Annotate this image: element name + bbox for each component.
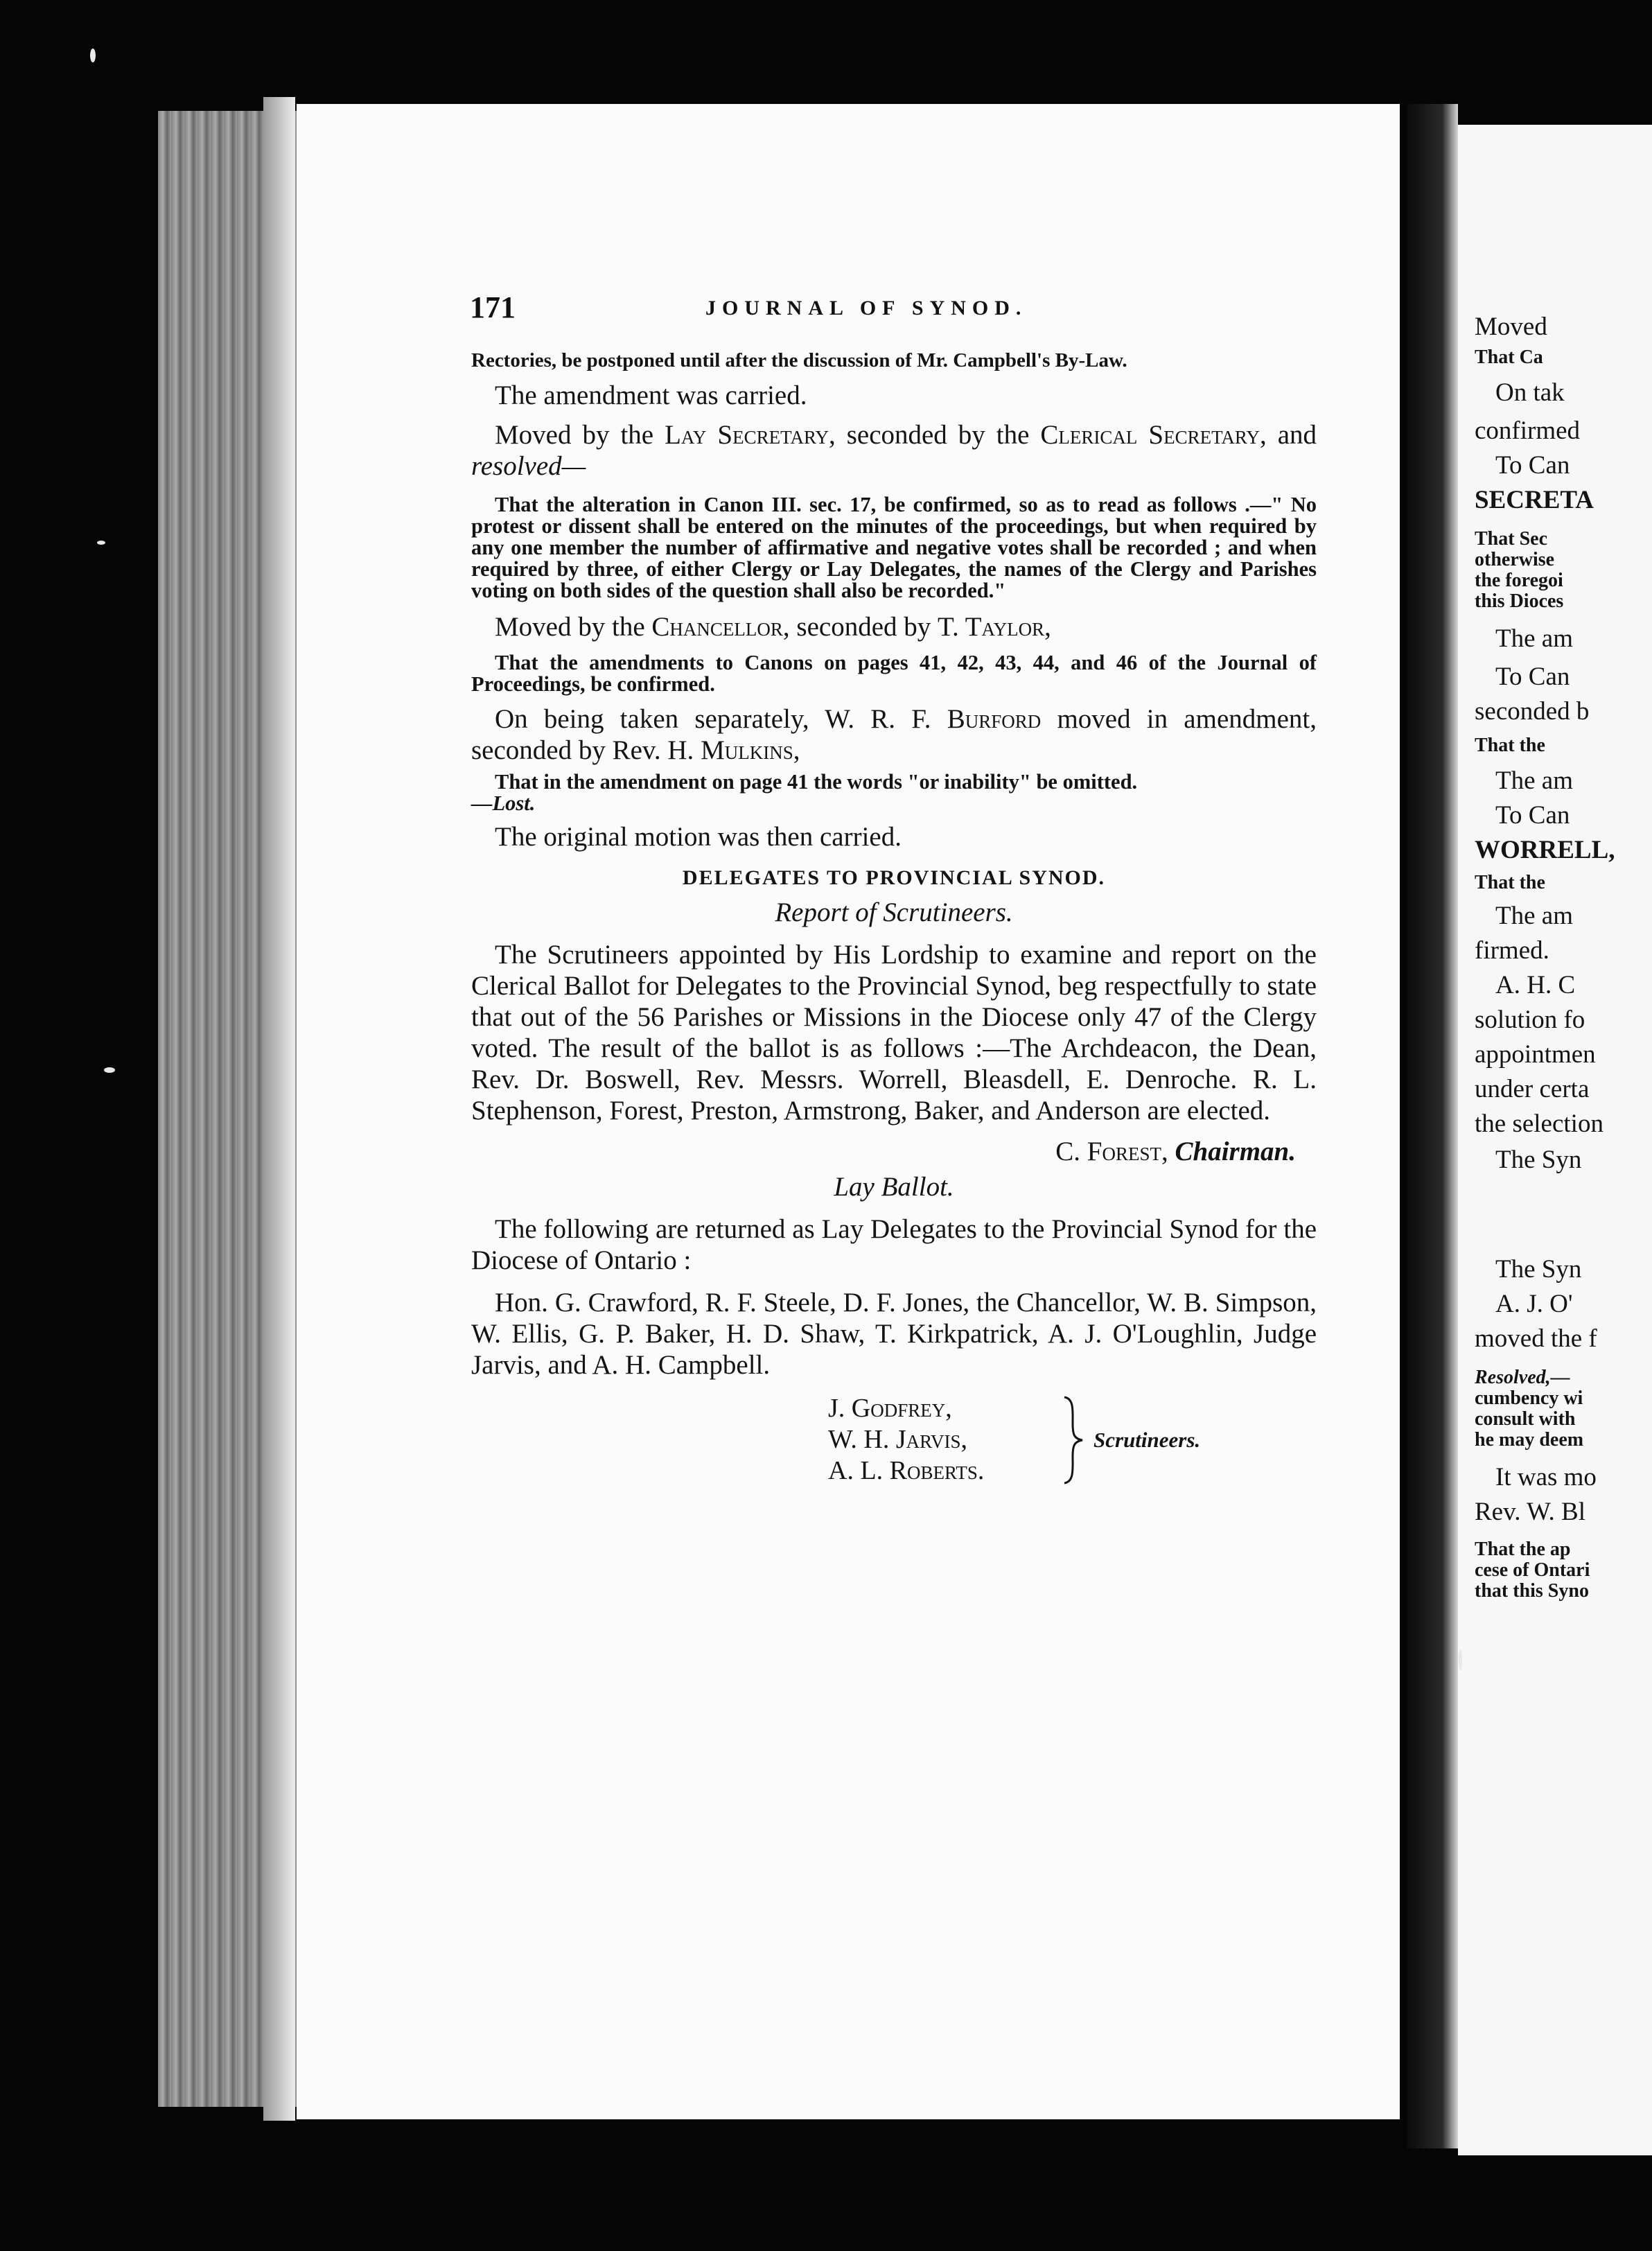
- paragraph-lay-delegates-list: Hon. G. Crawford, R. F. Steele, D. F. Jones, the Chancellor, W. B. Simpson, W. Ellis, G. P. Baker, H. D. Shaw, T. Kirkpatrick, A. J. O'Loughlin, Judge Jarvis, and A. H. Campbell.: [471, 1288, 1317, 1380]
- page-body: [471, 350, 1317, 1511]
- paragraph-burford-amendment: [471, 703, 1317, 766]
- right-page-line: SECRETA: [1475, 486, 1594, 514]
- right-page-line: The am: [1495, 624, 1573, 653]
- text-run: Moved by the: [495, 420, 665, 450]
- scan-speck: [1459, 1649, 1462, 1670]
- right-page-line: To Can: [1495, 663, 1570, 691]
- right-page-line: A. H. C: [1495, 971, 1576, 999]
- resolution-amendments-canons: That the amendments to Canons on pages 41, 42, 43, 44, and 46 of the Journal of Proceedings, be confirmed.: [471, 651, 1317, 696]
- page-header: [470, 290, 1329, 331]
- text-run: W. H.: [828, 1425, 896, 1454]
- scrutineers-signatures: [471, 1393, 1317, 1511]
- running-title: JOURNAL OF SYNOD.: [705, 297, 1028, 319]
- scan-speck: [90, 49, 96, 62]
- page-number: 171: [470, 290, 516, 324]
- subheading-report-scrutineers: Report of Scrutineers.: [775, 897, 1013, 927]
- right-page-line: consult with: [1475, 1408, 1576, 1430]
- right-page-line: that this Syno: [1475, 1580, 1589, 1602]
- burford-name: Burford: [947, 704, 1042, 734]
- paragraph-moved-chancellor: [471, 611, 1317, 642]
- right-page-line: The Syn: [1495, 1146, 1582, 1174]
- right-page-line: That the: [1475, 735, 1545, 756]
- text-run: ,: [793, 735, 800, 765]
- right-page-line: That Ca: [1475, 347, 1543, 368]
- right-page-line: A. J. O': [1495, 1290, 1573, 1318]
- scrutineer-jarvis: [828, 1424, 984, 1455]
- right-page-line: Moved: [1475, 313, 1547, 341]
- text-run: moved in amendment, seconded by Rev. H.: [471, 704, 1317, 765]
- right-page-line: cumbency wi: [1475, 1387, 1583, 1409]
- right-page-line: cese of Ontari: [1475, 1559, 1590, 1581]
- paragraph-scrutineers-report: The Scrutineers appointed by His Lordship to examine and report on the Clerical Ballot for Delegates to the Provincial Synod, beg respectfully to state that out of the 56 Parishes or Missions in the Diocese only 47 of the Clergy voted. The result of the ballot is as follows :—The Archdeacon, the Dean, Rev. Dr. Boswell, Rev. Messrs. Worrell, Bleasdell, E. Denroche. R. L. Stephenson, Forest, Preston, Armstrong, Baker, and Anderson are elected.: [471, 940, 1317, 1126]
- paragraph-lay-delegates-intro: The following are returned as Lay Delegates to the Provincial Synod for the Diocese of Ontario :: [471, 1214, 1317, 1275]
- right-page-line: It was mo: [1495, 1463, 1597, 1491]
- taylor-name: T. Taylor: [938, 612, 1045, 642]
- text-run: , seconded by the: [828, 420, 1041, 450]
- scrutineer-godfrey: [828, 1393, 984, 1424]
- text-run: That in the amendment on page 41 the words "or inability" be omitted.: [495, 770, 1138, 794]
- right-page-line: firmed.: [1475, 936, 1549, 965]
- right-page-line: Resolved,—: [1475, 1367, 1570, 1388]
- right-page-line: That the: [1475, 872, 1545, 893]
- right-page-line: solution fo: [1475, 1006, 1585, 1034]
- paragraph-moved-lay-secretary: [471, 419, 1317, 482]
- right-page-line: On tak: [1495, 378, 1565, 407]
- scrutineer-names: [828, 1393, 984, 1487]
- paragraph-original-motion: The original motion was then carried.: [495, 822, 902, 852]
- scan-speck: [104, 1067, 115, 1073]
- right-page-line: under certa: [1475, 1075, 1590, 1103]
- curly-brace-icon: [1062, 1396, 1085, 1484]
- mulkins-name: Mulkins: [701, 735, 793, 765]
- right-page-line: To Can: [1495, 451, 1570, 480]
- text-run: .: [977, 1456, 985, 1485]
- scan-speck: [97, 541, 105, 545]
- right-page-line: The Syn: [1495, 1255, 1582, 1284]
- paragraph-amendment-carried: The amendment was carried.: [495, 380, 807, 410]
- subheading-lay-ballot: Lay Ballot.: [834, 1172, 954, 1202]
- text-run: ,: [945, 1394, 952, 1423]
- right-page-line: he may deem: [1475, 1429, 1584, 1451]
- right-page-line: seconded b: [1475, 697, 1590, 726]
- scrutineer-surname: Roberts: [889, 1456, 978, 1485]
- text-run: Moved by the: [495, 612, 652, 642]
- right-page-line: the foregoi: [1475, 570, 1563, 591]
- chairman-title: Chairman.: [1175, 1137, 1296, 1166]
- text-run: On being taken separately, W. R. F.: [495, 704, 947, 734]
- page-gutter-shadow: [1407, 104, 1458, 2148]
- right-page-line: otherwise: [1475, 549, 1555, 570]
- text-run: J.: [828, 1394, 852, 1423]
- right-page-line: appointmen: [1475, 1040, 1596, 1069]
- clerical-secretary-name: Clerical Secretary: [1040, 420, 1260, 450]
- right-page-line: this Dioces: [1475, 590, 1564, 612]
- text-run: , seconded by: [782, 612, 938, 642]
- right-page-line: That Sec: [1475, 528, 1547, 550]
- page-stack-edge: [263, 97, 295, 2121]
- text-run: ,: [1161, 1137, 1175, 1166]
- forest-name: Forest: [1087, 1137, 1161, 1166]
- text-run: , and: [1259, 420, 1317, 450]
- text-run: ,: [1044, 612, 1051, 642]
- text-run: ,: [960, 1425, 967, 1454]
- right-page-line: WORRELL,: [1475, 836, 1615, 864]
- section-heading-delegates: DELEGATES TO PROVINCIAL SYNOD.: [682, 866, 1106, 889]
- text-run: A. L.: [828, 1456, 890, 1485]
- lost-italic: —Lost.: [471, 791, 536, 815]
- lay-secretary-name: Lay Secretary: [665, 420, 829, 450]
- paragraph-rectories: Rectories, be postponed until after the discussion of Mr. Campbell's By-Law.: [471, 349, 1127, 371]
- scrutineers-label: Scrutineers.: [1093, 1428, 1201, 1452]
- right-page-line: The am: [1495, 767, 1573, 795]
- right-page-line: Rev. W. Bl: [1475, 1498, 1586, 1526]
- right-page-line: That the ap: [1475, 1539, 1571, 1560]
- chancellor-name: Chancellor: [651, 612, 783, 642]
- right-page-line: the selection: [1475, 1110, 1603, 1138]
- text-run: C.: [1055, 1137, 1087, 1166]
- scrutineer-surname: Godfrey: [851, 1394, 946, 1423]
- right-page-line: confirmed: [1475, 417, 1581, 445]
- right-page-line: To Can: [1495, 801, 1570, 830]
- right-page-cropped: [1458, 125, 1652, 2155]
- right-page-line: moved the f: [1475, 1324, 1597, 1353]
- resolution-canon-iii: That the alteration in Canon III. sec. 17, be confirmed, so as to read as follows .—" No protest or dissent shall be entered on the minutes of the proceedings, but when required by any one member the number of affirmative and negative votes shall be recorded ; and when required by three, of either Clergy or Lay Delegates, the names of the Clergy and Parishes voting on both sides of the question shall also be recorded.": [471, 493, 1317, 602]
- resolved-italic: resolved—: [471, 451, 586, 481]
- right-page-line: The am: [1495, 902, 1573, 930]
- resolution-inability: [471, 771, 1317, 814]
- signature-chairman: [471, 1136, 1317, 1167]
- scrutineer-roberts: [828, 1455, 984, 1487]
- scrutineer-surname: Jarvis: [895, 1425, 961, 1454]
